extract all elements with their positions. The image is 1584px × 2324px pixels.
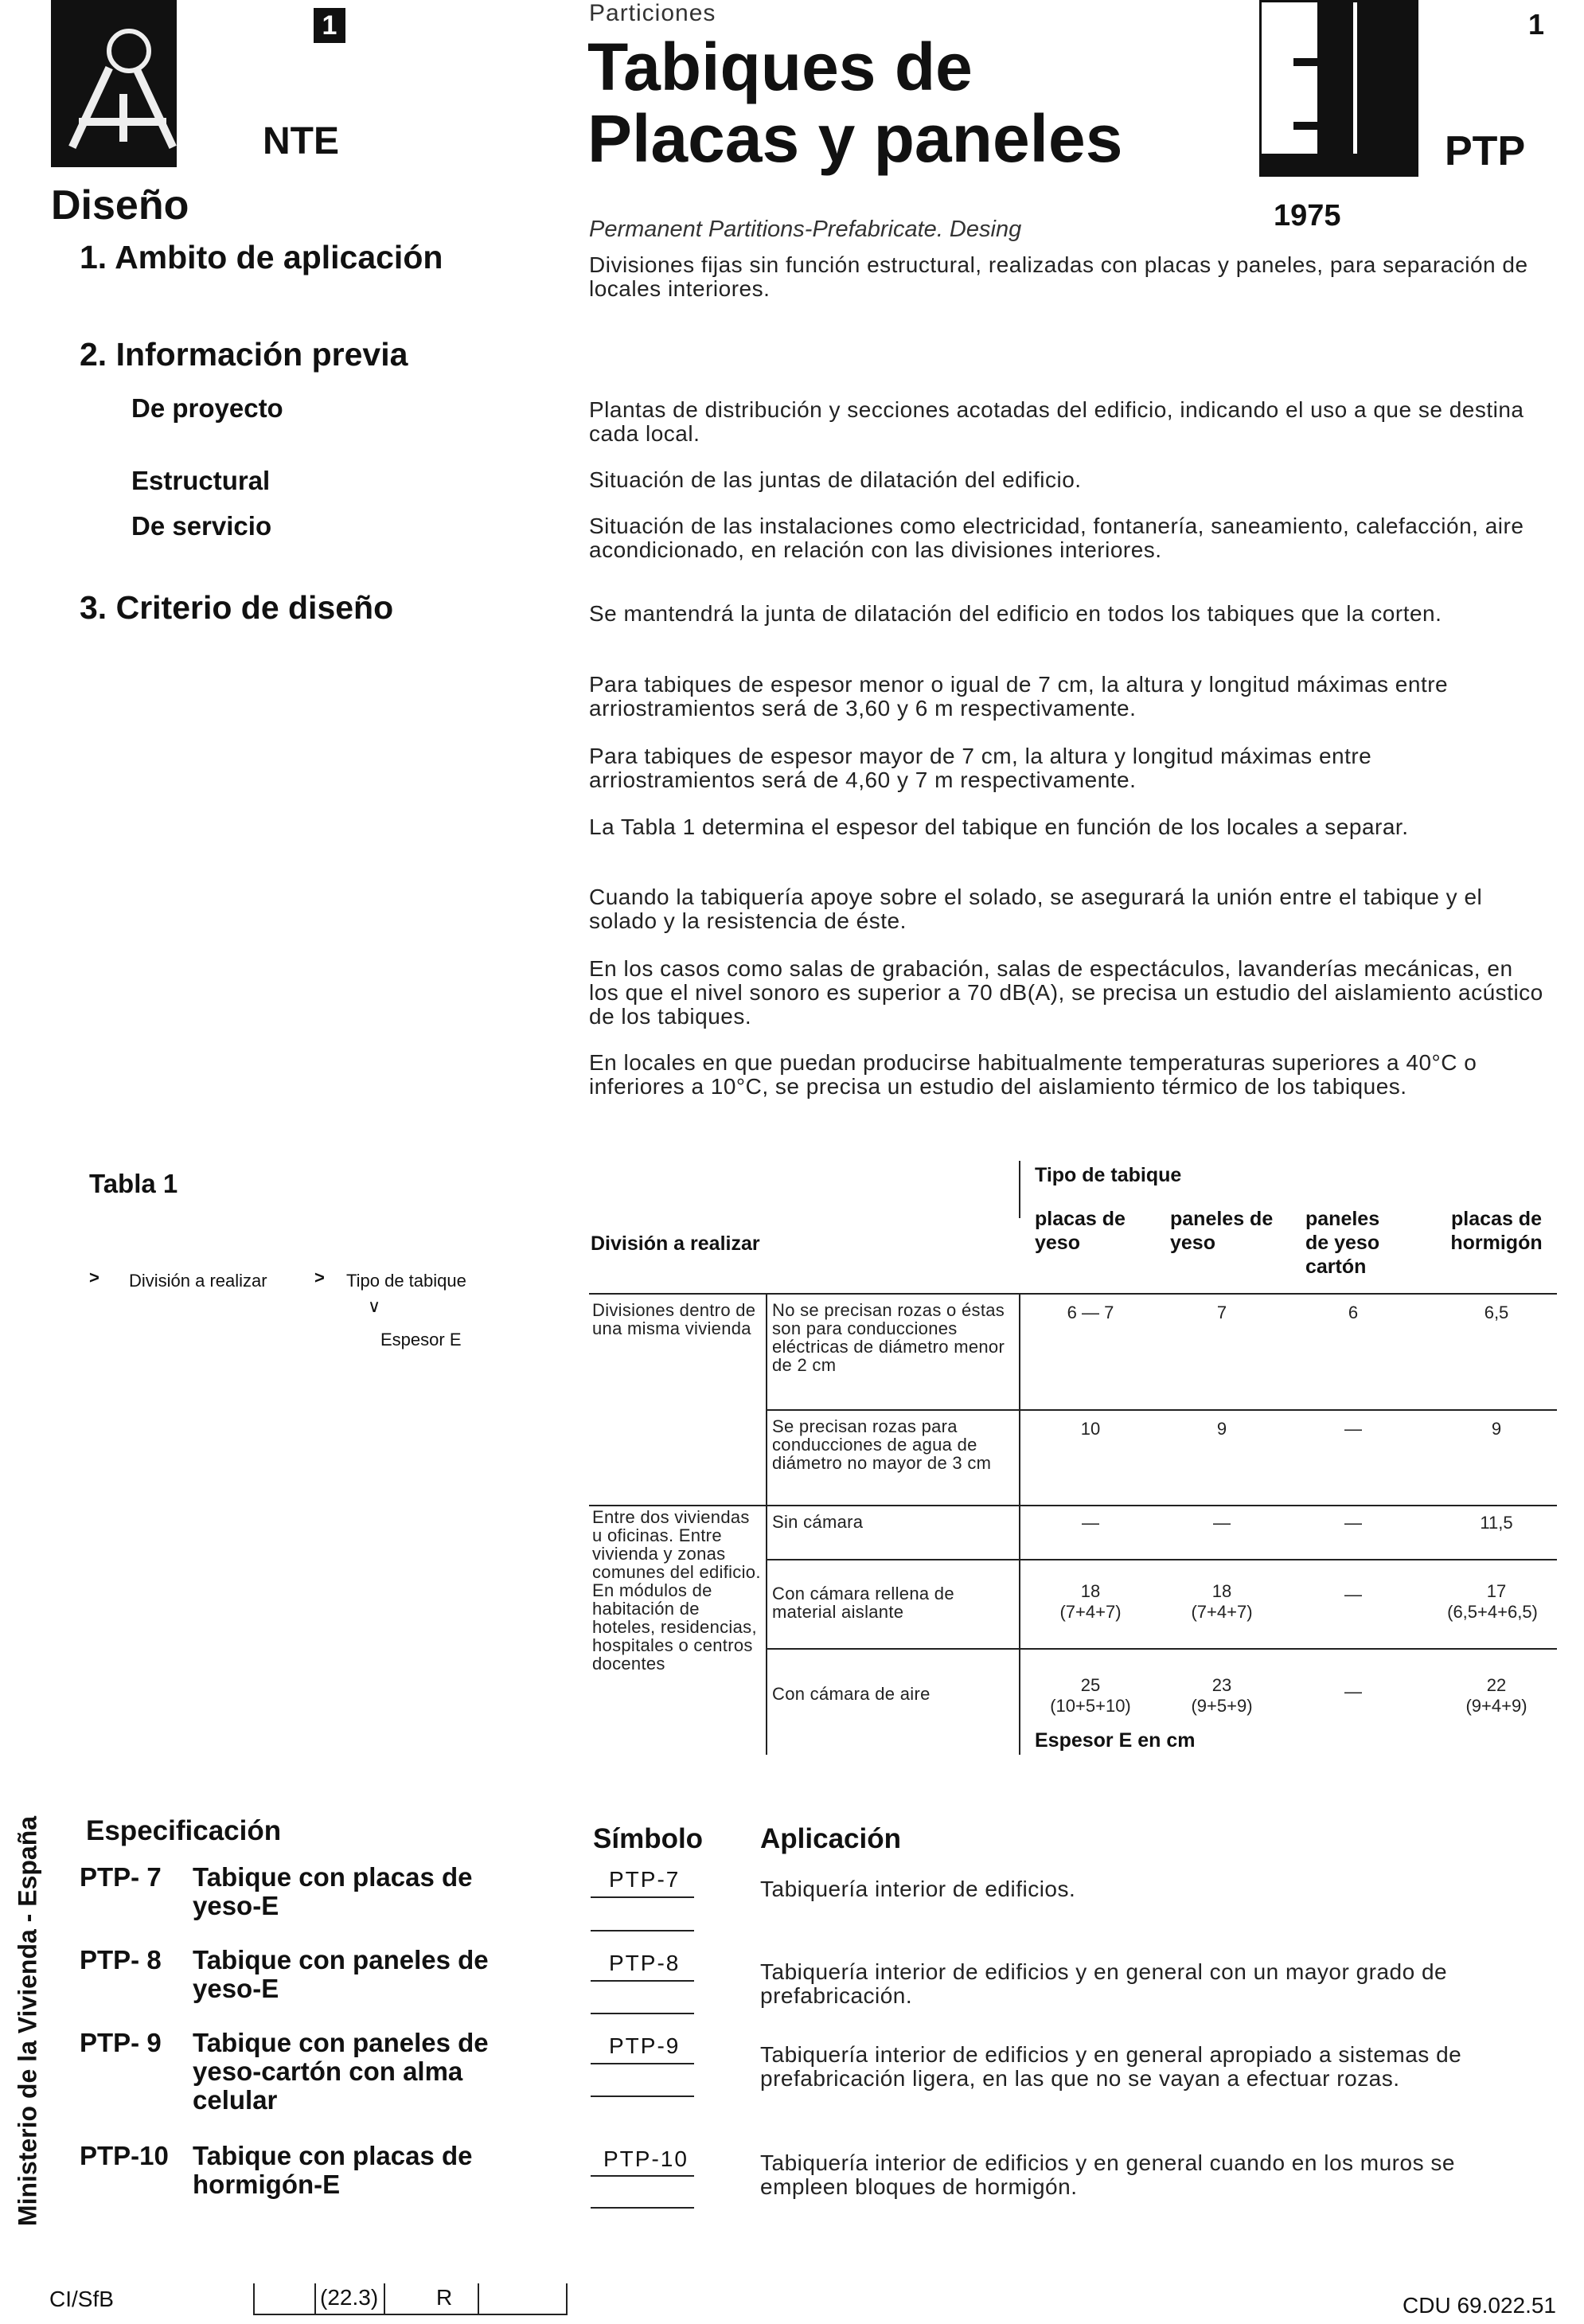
row-1-condition: No se precisan rozas o éstas son para conducciones eléctricas de diámetro menor de 2 cm: [772, 1300, 1005, 1375]
col-header-paneles-yeso: paneles de yeso: [1170, 1208, 1274, 1254]
row-4-condition: Con cámara rellena de material aislante: [772, 1584, 954, 1622]
spec-name-10: Tabique con placas de hormigón-E: [193, 2141, 473, 2199]
spec-name-8: Tabique con paneles de yeso-E: [193, 1945, 489, 2003]
sheet-badge: 1: [314, 8, 345, 43]
row-2-condition: Se precisan rozas para conducciones de agua de diámetro no mayor de 3 cm: [772, 1416, 992, 1473]
spec-symbol-8: PTP-8: [609, 1951, 681, 1975]
row-3-val-2: —: [1213, 1513, 1231, 1533]
year: 1975: [1274, 199, 1341, 232]
sheet-number: 1: [1528, 8, 1545, 41]
row-3-val-3: —: [1344, 1513, 1362, 1533]
nte-logo: [51, 0, 177, 167]
row-2-val-3: —: [1344, 1419, 1362, 1439]
row-5-val-4: 22: [1486, 1675, 1507, 1695]
page-title-left: Diseño: [51, 182, 189, 228]
legend-down-arrow-icon: ∨: [368, 1296, 381, 1316]
row-4-detail-1: (7+4+7): [1059, 1602, 1122, 1622]
col-header-placas-hormigon: placas de hormigón: [1450, 1208, 1543, 1254]
spec-header: Especificación: [86, 1815, 282, 1846]
spec-app-10: Tabiquería interior de edificios y en general cuando en los muros se empleen bloques de hormigón.: [760, 2150, 1455, 2199]
section-1-title: 1. Ambito de aplicación: [80, 239, 443, 275]
col-header-placas-yeso: placas de yeso: [1035, 1208, 1126, 1254]
row-3-val-4: 11,5: [1480, 1513, 1513, 1533]
spec-name-7: Tabique con placas de yeso-E: [193, 1862, 473, 1920]
row-1-val-1: 6 — 7: [1067, 1303, 1114, 1322]
spec-code-10: PTP-10: [80, 2141, 169, 2170]
cisfb-code: (22.3): [320, 2285, 379, 2310]
row-5-detail-2: (9+5+9): [1191, 1696, 1253, 1716]
row-5-val-3: —: [1344, 1681, 1362, 1701]
row-5-val-1: 25: [1080, 1675, 1101, 1695]
table-title: Tabla 1: [89, 1169, 178, 1198]
s2-text-servicio: Situación de las instalaciones como electricidad, fontanería, saneamiento, calefacción, aire acondicionado, en relación con las divisiones interiores.: [589, 514, 1524, 562]
row-2-val-2: 9: [1216, 1419, 1227, 1439]
s2-label-proyecto: De proyecto: [131, 393, 283, 423]
cisfb-label: CI/SfB: [49, 2287, 114, 2311]
s3-p4: La Tabla 1 determina el espesor del tabique en función de los locales a separar.: [589, 814, 1409, 839]
spec-app-7: Tabiquería interior de edificios.: [760, 1877, 1076, 1901]
legend-espesor: Espesor E: [380, 1330, 462, 1349]
ministry-side-text: Ministerio de la Vivienda - España: [13, 1815, 42, 2227]
subtitle: Permanent Partitions-Prefabricate. Desing: [589, 217, 1022, 242]
section-2-title: 2. Información previa: [80, 336, 408, 373]
row-1-val-3: 6: [1348, 1303, 1359, 1322]
application-header: Aplicación: [760, 1823, 901, 1854]
row-3-val-1: —: [1082, 1513, 1099, 1533]
spec-symbol-7: PTP-7: [609, 1867, 681, 1892]
spec-name-9: Tabique con paneles de yeso-cartón con alma celular: [193, 2028, 489, 2115]
legend-tipo: Tipo de tabique: [346, 1271, 466, 1291]
category: Particiones: [589, 0, 716, 26]
spec-code-7: PTP- 7: [80, 1862, 162, 1892]
row-3-condition: Sin cámara: [772, 1512, 864, 1532]
col-header-paneles-carton: paneles de yeso cartón: [1305, 1208, 1380, 1278]
row-4-val-1: 18: [1080, 1581, 1101, 1601]
s2-label-servicio: De servicio: [131, 511, 272, 541]
cdu-code: CDU 69.022.51: [1403, 2293, 1557, 2318]
legend-arrow-icon-2: >: [314, 1267, 325, 1287]
s3-p2: Para tabiques de espesor menor o igual de 7 cm, la altura y longitud máximas entre arriostramientos será de 3,60 y 6 m respectivamente.: [589, 672, 1449, 721]
spec-app-8: Tabiquería interior de edificios y en general con un mayor grado de prefabricación.: [760, 1959, 1448, 2008]
row-1-val-2: 7: [1216, 1303, 1227, 1322]
table-division-header: División a realizar: [591, 1232, 760, 1255]
row-5-detail-4: (9+4+9): [1465, 1696, 1527, 1716]
legend-division: División a realizar: [129, 1271, 267, 1291]
spec-code-9: PTP- 9: [80, 2028, 162, 2057]
group-label-misma-vivienda: Divisiones dentro de una misma vivienda: [592, 1300, 756, 1338]
spec-symbol-10: PTP-10: [603, 2146, 689, 2171]
s3-p1: Se mantendrá la junta de dilatación del edificio en todos los tabiques que la corten.: [589, 601, 1442, 626]
row-4-val-2: 18: [1211, 1581, 1232, 1601]
spec-code-8: PTP- 8: [80, 1945, 162, 1974]
spec-app-9: Tabiquería interior de edificios y en general apropiado a sistemas de prefabricación ligera, en las que no se vayan a efectuar rozas.: [760, 2042, 1462, 2091]
row-2-val-4: 9: [1491, 1419, 1502, 1439]
row-1-val-4: 6,5: [1484, 1303, 1509, 1322]
row-5-detail-1: (10+5+10): [1050, 1696, 1131, 1716]
s2-text-estructural: Situación de las juntas de dilatación del edificio.: [589, 467, 1082, 492]
s2-text-proyecto: Plantas de distribución y secciones acotadas del edificio, indicando el uso a que se destina cada local.: [589, 397, 1524, 446]
section-3-title: 3. Criterio de diseño: [80, 589, 394, 626]
title-line-2: Placas y paneles: [587, 101, 1123, 176]
symbol-header: Símbolo: [593, 1823, 704, 1854]
row-4-detail-4: (6,5+4+6,5): [1447, 1602, 1538, 1622]
s2-label-estructural: Estructural: [131, 466, 271, 495]
row-4-detail-2: (7+4+7): [1191, 1602, 1253, 1622]
s3-p6: En los casos como salas de grabación, salas de espectáculos, lavanderías mecánicas, en los que el nivel sonoro es superior a 70 dB(A), se precisa un estudio del aislamiento acústico de los tabiques.: [589, 956, 1543, 1029]
s3-p5: Cuando la tabiquería apoye sobre el solado, se asegurará la unión entre el tabique y el solado y la resistencia de éste.: [589, 885, 1483, 933]
row-2-val-1: 10: [1080, 1419, 1101, 1439]
group-label-entre-viviendas: Entre dos viviendas u oficinas. Entre vivienda y zonas comunes del edificio. En módulos de habitación de hoteles, residencias, hospitales o centros docentes: [592, 1507, 761, 1674]
nte-label: NTE: [263, 120, 339, 162]
row-5-condition: Con cámara de aire: [772, 1684, 931, 1704]
s3-p3: Para tabiques de espesor mayor de 7 cm, la altura y longitud máximas entre arriostramientos será de 4,60 y 7 m respectivamente.: [589, 744, 1372, 792]
table-footer-unit: Espesor E en cm: [1035, 1729, 1196, 1752]
s3-p7: En locales en que puedan producirse habitualmente temperaturas superiores a 40°C o inferiores a 10°C, se precisa un estudio del aislamiento térmico de los tabiques.: [589, 1050, 1477, 1099]
row-4-val-3: —: [1344, 1584, 1362, 1604]
legend-arrow-icon: >: [89, 1267, 99, 1287]
row-5-val-2: 23: [1211, 1675, 1232, 1695]
title-line-1: Tabiques de: [587, 29, 973, 104]
section-1-text: Divisiones fijas sin función estructural, realizadas con placas y paneles, para separación de locales interiores.: [589, 252, 1528, 301]
spec-symbol-9: PTP-9: [609, 2033, 681, 2058]
ptp-logo: [1259, 0, 1418, 177]
table-group-header: Tipo de tabique: [1035, 1164, 1182, 1186]
ptp-code: PTP: [1445, 128, 1526, 174]
row-4-val-4: 17: [1486, 1581, 1507, 1601]
cisfb-r: R: [436, 2285, 453, 2310]
